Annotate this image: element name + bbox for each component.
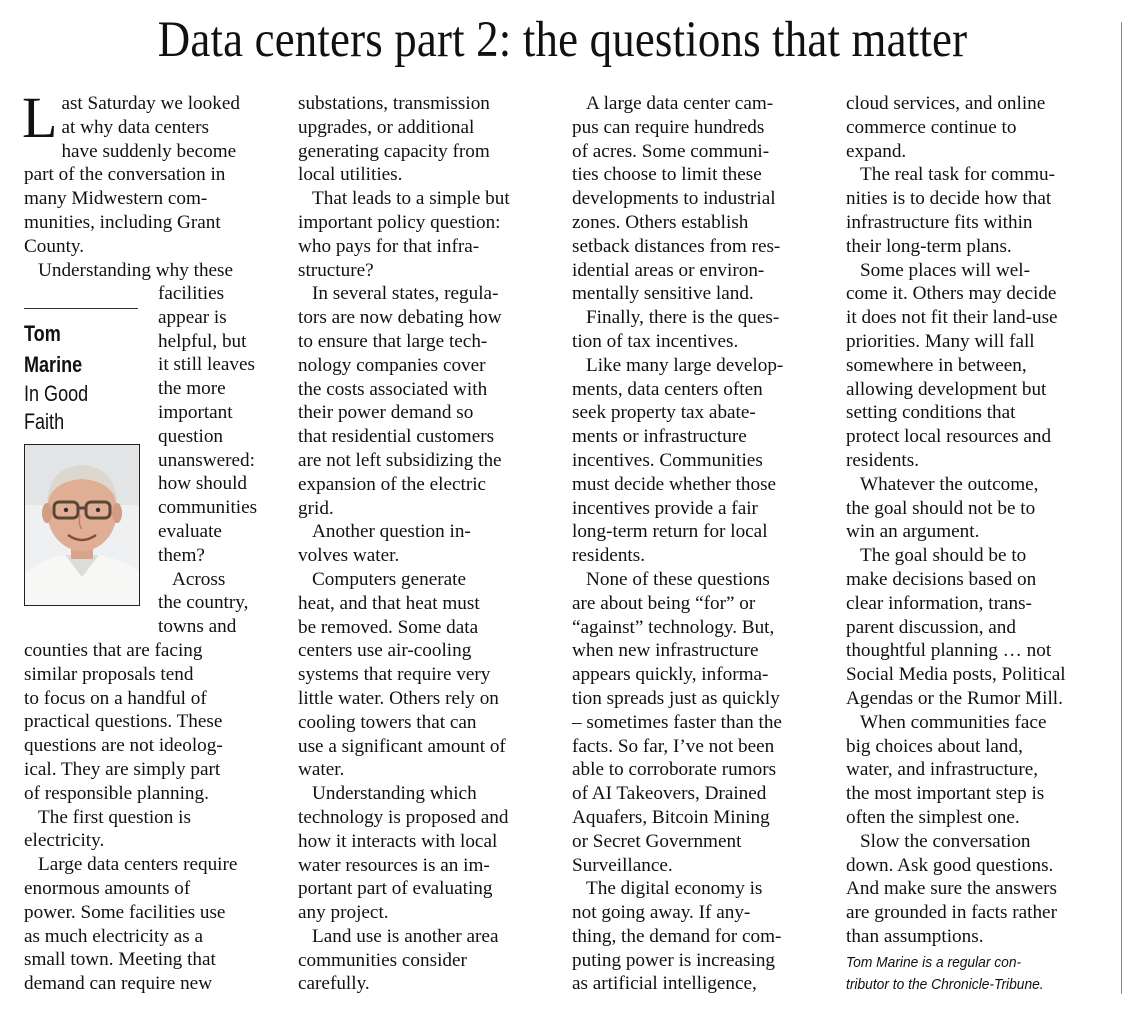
text-line: local utilities. (298, 164, 403, 186)
text-line: of responsible planning. (24, 782, 209, 804)
text-line: The real task for commu- (860, 164, 1055, 186)
text-line: commerce continue to (846, 116, 1017, 138)
text-line: often the simplest one. (846, 806, 1020, 828)
text-line: infrastructure fits within (846, 211, 1033, 233)
tagline-line: Tom Marine is a regular con- (846, 954, 1022, 971)
text-line: County. (24, 235, 85, 257)
text-line: are about being “for” or (572, 592, 756, 614)
text-line: incentives provide a fair (572, 497, 758, 519)
text-line: cloud services, and online (846, 93, 1046, 114)
text-line: important policy question: (298, 211, 501, 233)
text-line: structure? (298, 259, 374, 281)
text-line: their power demand so (298, 402, 474, 424)
text-line: questions are not ideolog- (24, 735, 223, 757)
text-line: Another question in- (312, 521, 471, 543)
text-line: ast Saturday we looked (61, 93, 240, 114)
text-line: demand can require new (24, 973, 213, 995)
text-line: to ensure that large tech- (298, 330, 488, 352)
text-line: facilities (158, 283, 225, 304)
text-line: Land use is another area (312, 925, 499, 947)
text-line: how it interacts with local (298, 830, 498, 852)
text-line: helpful, but (158, 330, 247, 352)
text-line: Surveillance. (572, 854, 673, 876)
text-line: win an argument. (846, 521, 980, 543)
text-line: their long-term plans. (846, 235, 1012, 257)
text-line: as much electricity as a (24, 925, 204, 947)
text-line: That leads to a simple but (312, 188, 510, 210)
text-line: systems that require very (298, 664, 491, 686)
text-line: expand. (846, 140, 907, 162)
text-line: have suddenly become (61, 140, 237, 162)
column-name-line: In Good (24, 381, 89, 406)
article-column-1-wrap (158, 282, 282, 639)
text-line: When communities face (860, 711, 1047, 733)
text-line: nology companies cover (298, 354, 486, 376)
text-line: And make sure the answers (846, 878, 1057, 900)
text-line: at why data centers (61, 116, 210, 138)
text-line: ties choose to limit these (572, 164, 762, 186)
text-line: Understanding why these (38, 259, 234, 281)
text-line: tion spreads just as quickly (572, 687, 780, 709)
text-line: The goal should be to (860, 545, 1027, 567)
text-line: the country, (158, 592, 249, 614)
text-line: – sometimes faster than the (572, 711, 782, 733)
text-line: the goal should not be to (846, 497, 1036, 519)
text-line: able to corroborate rumors (572, 759, 777, 781)
author-name (24, 318, 82, 380)
column-name (24, 380, 88, 436)
text-line: not going away. If any- (572, 902, 751, 924)
article-column-4 (846, 92, 1108, 949)
text-line: Whatever the outcome, (860, 473, 1039, 495)
author-tagline (846, 952, 1087, 996)
author-name-line: Tom (24, 321, 61, 346)
text-line: unanswered: (158, 449, 255, 471)
text-line: the more (158, 378, 226, 400)
author-name-line: Marine (24, 352, 83, 377)
text-line: communities (158, 497, 258, 519)
text-line: practical questions. These (24, 711, 223, 733)
text-line: tors are now debating how (298, 307, 502, 329)
text-line: the costs associated with (298, 378, 488, 400)
text-line: ments or infrastructure (572, 426, 747, 448)
byline (24, 308, 140, 608)
text-line: mentally sensitive land. (572, 283, 754, 305)
text-line: zones. Others establish (572, 211, 749, 233)
text-line: nities is to decide how that (846, 188, 1052, 210)
author-photo (24, 444, 140, 606)
text-line: Across (172, 568, 226, 590)
text-line: thing, the demand for com- (572, 925, 782, 947)
text-line: than assumptions. (846, 925, 984, 947)
text-line: must decide whether those (572, 473, 777, 495)
text-line: water resources is an im- (298, 854, 490, 876)
text-line: many Midwestern com- (24, 188, 208, 210)
text-line: Like many large develop- (586, 354, 784, 376)
text-line: Aquafers, Bitcoin Mining (572, 806, 770, 828)
text-line: setting conditions that (846, 402, 1016, 424)
text-line: somewhere in between, (846, 354, 1027, 376)
text-line: idential areas or environ- (572, 259, 765, 281)
text-line: of AI Takeovers, Drained (572, 783, 767, 805)
text-line: Agendas or the Rumor Mill. (846, 687, 1063, 709)
text-line: carefully. (298, 973, 370, 995)
text-line: generating capacity from (298, 140, 490, 162)
text-line: counties that are facing (24, 640, 203, 661)
text-line: it does not fit their land-use (846, 307, 1058, 329)
text-line: are not left subsidizing the (298, 449, 502, 471)
text-line: question (158, 425, 224, 447)
text-line: similar proposals tend (24, 663, 194, 685)
text-line: any project. (298, 902, 389, 924)
text-line: grid. (298, 497, 334, 519)
text-line: Understanding which (312, 783, 477, 805)
text-line: who pays for that infra- (298, 235, 480, 257)
text-line: Computers generate (312, 568, 466, 590)
text-line: use a significant amount of (298, 735, 506, 757)
article-column-2 (298, 92, 556, 996)
text-line: when new infrastructure (572, 640, 759, 662)
byline-divider (24, 308, 138, 309)
text-line: tion of tax incentives. (572, 330, 739, 352)
text-line: thoughtful planning … not (846, 640, 1052, 662)
text-line: ical. They are simply part (24, 758, 221, 780)
text-line: little water. Others rely on (298, 687, 499, 709)
text-line: come it. Others may decide (846, 283, 1057, 305)
author-portrait-icon (25, 445, 139, 605)
text-line: The digital economy is (586, 878, 763, 900)
text-line: as artificial intelligence, (572, 973, 757, 995)
text-line: protect local resources and (846, 426, 1052, 448)
text-line: of acres. Some communi- (572, 140, 770, 162)
text-line: Social Media posts, Political (846, 664, 1066, 686)
text-line: make decisions based on (846, 568, 1037, 590)
tagline-line: tributor to the Chronicle-Tribune. (846, 976, 1044, 993)
text-line: pus can require hundreds (572, 116, 765, 138)
text-line: priorities. Many will fall (846, 330, 1035, 352)
text-line: appear is (158, 306, 227, 328)
text-line: part of the conversation in (24, 164, 226, 186)
text-line: evaluate (158, 520, 222, 542)
text-line: developments to industrial (572, 188, 776, 210)
text-line: Large data centers require (38, 854, 238, 876)
text-line: them? (158, 544, 205, 566)
text-line: expansion of the electric (298, 473, 487, 495)
text-line: “against” technology. But, (572, 616, 775, 638)
text-line: long-term return for local (572, 521, 768, 543)
text-line: how should (158, 473, 248, 495)
column-rule (1121, 22, 1122, 994)
text-line: Some places will wel- (860, 259, 1030, 281)
text-line: cooling towers that can (298, 711, 477, 733)
text-line: are grounded in facts rather (846, 902, 1057, 924)
text-line: residents. (846, 449, 920, 471)
text-line: substations, transmission (298, 93, 490, 114)
text-line: clear information, trans- (846, 592, 1032, 614)
headline: Data centers part 2: the questions that matter (157, 12, 968, 68)
text-line: important (158, 401, 233, 423)
text-line: water. (298, 759, 345, 781)
text-line: Finally, there is the ques- (586, 307, 780, 329)
text-line: big choices about land, (846, 735, 1023, 757)
text-line: In several states, regula- (312, 283, 499, 305)
text-line: Slow the conversation (860, 830, 1031, 852)
text-line: A large data center cam- (586, 93, 774, 114)
text-line: the most important step is (846, 783, 1045, 805)
text-line: to focus on a handful of (24, 687, 207, 709)
text-line: volves water. (298, 545, 400, 567)
text-line: munities, including Grant (24, 211, 221, 233)
text-line: communities consider (298, 949, 467, 971)
text-line: incentives. Communities (572, 449, 763, 471)
text-line: it still leaves (158, 354, 255, 376)
article-column-3 (572, 92, 830, 996)
text-line: setback distances from res- (572, 235, 781, 257)
article-column-1 (22, 85, 282, 282)
text-line: seek property tax abate- (572, 402, 756, 424)
text-line: The first question is (38, 806, 191, 828)
text-line: heat, and that heat must (298, 592, 480, 614)
text-line: enormous amounts of (24, 877, 191, 899)
text-line: ments, data centers often (572, 378, 763, 400)
text-line: down. Ask good questions. (846, 854, 1054, 876)
text-line: be removed. Some data (298, 616, 479, 638)
text-line: that residential customers (298, 426, 495, 448)
text-line: water, and infrastructure, (846, 759, 1039, 781)
text-line: upgrades, or additional (298, 116, 475, 138)
text-line: residents. (572, 545, 646, 567)
text-line: small town. Meeting that (24, 949, 216, 971)
text-line: facts. So far, I’ve not been (572, 735, 775, 757)
text-line: None of these questions (586, 568, 770, 590)
text-line: or Secret Government (572, 830, 742, 852)
text-line: electricity. (24, 830, 105, 852)
text-line: parent discussion, and (846, 616, 1016, 638)
text-line: power. Some facilities use (24, 901, 226, 923)
article-column-1-bottom (24, 639, 282, 996)
text-line: puting power is increasing (572, 949, 776, 971)
text-line: technology is proposed and (298, 806, 509, 828)
text-line: towns and (158, 616, 237, 638)
drop-cap: L (22, 85, 58, 150)
text-line: allowing development but (846, 378, 1047, 400)
text-line: centers use air-cooling (298, 640, 472, 662)
text-line: portant part of evaluating (298, 878, 493, 900)
column-name-line: Faith (24, 409, 65, 434)
text-line: appears quickly, informa- (572, 664, 769, 686)
